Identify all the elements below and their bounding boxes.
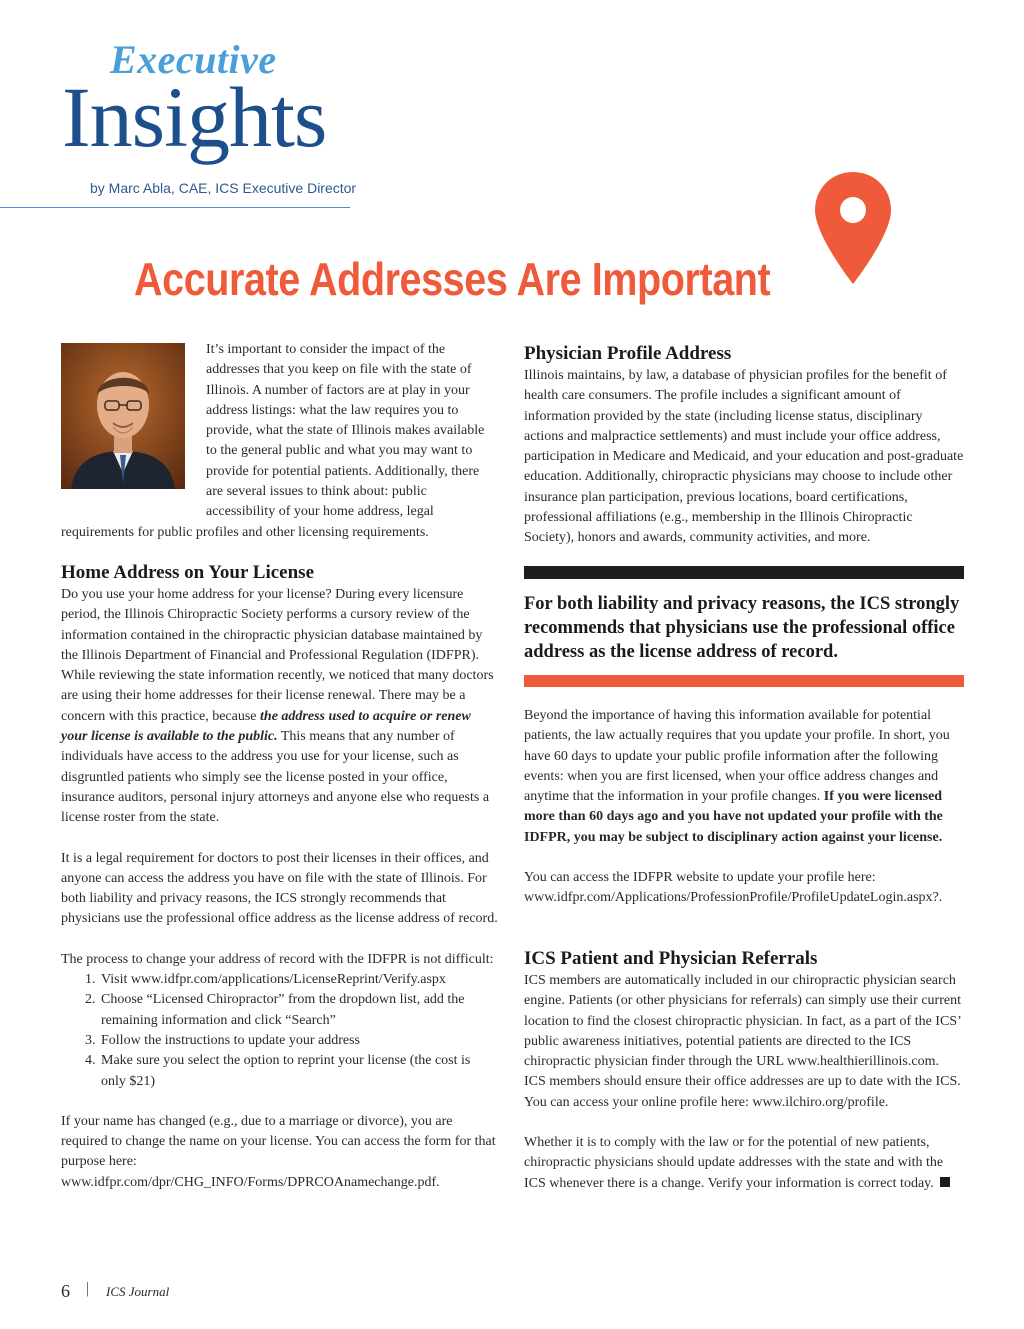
referrals-heading: ICS Patient and Physician Referrals	[524, 948, 818, 969]
list-item: 3. Follow the instructions to update your address	[99, 1031, 498, 1051]
referrals-paragraph-2: Whether it is to comply with the law or for the potential of new patients, chiropractic physicians should update addresses with the state and with the ICS whenever there is a change. Verify your information is correct today.	[524, 1133, 964, 1194]
pullquote-top-bar	[524, 566, 964, 579]
section-home-address	[61, 561, 498, 1193]
footer-separator: |	[86, 1280, 90, 1297]
home-paragraph-2: It is a legal requirement for doctors to post their licenses in their offices, and anyone can access the address you have on file with the state of Illinois. For both liability and privacy reasons, the ICS strongly recommends that physicians use the professional office address as the license address of record.	[61, 850, 498, 927]
list-item: 1. Visit www.idfpr.com/applications/LicenseReprint/Verify.aspx	[99, 970, 498, 990]
section-physician-profile	[524, 342, 964, 549]
byline: by Marc Abla, CAE, ICS Executive Director	[90, 180, 357, 196]
profile-heading: Physician Profile Address	[524, 343, 732, 364]
intro-block	[61, 340, 492, 543]
intro-paragraph: It’s important to consider the impact of the addresses that you keep on file with the state of Illinois. A number of factors are at play in your address listings: what the law requires you to provide, what the state of Illinois makes available to the general public and what you may want to provide for potential patients. Additionally, there are several issues to think about: public accessibility of your home address, legal requirements for public profiles and other licensing requirements.	[61, 342, 485, 540]
journal-name: ICS Journal	[106, 1284, 170, 1299]
home-paragraph-1: Do you use your home address for your license? During every licensure period, the Illinois Chiropractic Society performs a cursory review of the information contained in the chiropractic physician database maintained by the Illinois Department of Financial and Professional Regulation (IDFPR). While reviewing the state information recently, we noticed that many doctors are using their home addresses for their license renewal. There may be a concern with this practice, because the address used to acquire or renew your license is available to the public. This means that any number of individuals have access to the address you use for your license, such as disgruntled patients who simply see the license posted in your office, insurance auditors, personal injury attorneys and anyone else who requests a license roster from the state.	[61, 587, 494, 826]
profile-paragraph-3: You can access the IDFPR website to update your profile here: www.idfpr.com/Applications/ProfessionProfile/ProfileUpdateLogin.aspx?.	[524, 870, 943, 906]
profile-paragraph-2: Beyond the importance of having this information available for potential patients, the law actually requires that you update your profile. In short, you have 60 days to update your public profile information after the following events: when you are first licensed, when your office address changes and anytime that the information in your profile changes. If you were licensed more than 60 days ago and you have not updated your profile with the IDFPR, you may be subject to disciplinary action against your license.	[524, 708, 950, 845]
header-title: Insights	[62, 69, 327, 165]
steps-list	[61, 970, 498, 1092]
header-kicker: Executive	[110, 37, 277, 82]
home-emphasis: the address used to acquire or renew your license is available to the public.	[61, 708, 471, 745]
end-mark-icon	[940, 1177, 950, 1187]
profile-warning: If you were licensed more than 60 days ago and you have not updated your profile with the IDFPR, you may be subject to disciplinary action against your license.	[524, 789, 943, 845]
home-heading: Home Address on Your License	[61, 562, 315, 583]
location-pin-icon	[813, 170, 893, 286]
article-headline: Accurate Addresses Are Important	[134, 253, 771, 305]
referrals-paragraph-1: ICS members are automatically included in our chiropractic physician search engine. Patients (or other physicians for referrals) can simply use their current location to find the closest chiropractic physician. In fact, as a part of the ICS’ public awareness initiatives, potential patients are directed to the ICS chiropractic physician finder through the URL www.healthierillinois.com. ICS members should ensure their office addresses are up to date with the ICS. You can access your online profile here: www.ilchiro.org/profile.	[524, 973, 961, 1110]
pullquote-bottom-bar	[524, 675, 964, 687]
page-number: 6	[61, 1281, 70, 1301]
list-item: 2. Choose “Licensed Chiropractor” from the dropdown list, add the remaining information and click “Search”	[99, 990, 498, 1031]
home-paragraph-4: If your name has changed (e.g., due to a marriage or divorce), you are required to change the name on your license. You can access the form for that purpose here: www.idfpr.com/dpr/CHG_INFO/Forms/DPRCOAnamechange.pdf.	[61, 1113, 496, 1190]
profile-paragraph-1: Illinois maintains, by law, a database of physician profiles for the benefit of health care consumers. The profile includes a significant amount of information provided by the state (including license status, disciplinary actions and malpractice settlements) and must include your office address, participation in Medicare and Medicaid, and your education and post-graduate education. Additionally, chiropractic physicians may choose to include other insurance plan participation, previous locations, board certifications, professional affiliations (e.g., membership in the Illinois Chiropractic Society), honors and awards, community activities, and more.	[524, 368, 964, 546]
section-profile-continued	[524, 706, 964, 909]
header-rule	[0, 207, 350, 208]
section-referrals	[524, 947, 964, 1194]
pullquote: For both liability and privacy reasons, the ICS strongly recommends that physicians use the professional office address as the license address of record.	[524, 594, 960, 662]
home-paragraph-3: The process to change your address of record with the IDFPR is not difficult:	[61, 951, 494, 967]
list-item: 4. Make sure you select the option to reprint your license (the cost is only $21)	[99, 1051, 498, 1092]
